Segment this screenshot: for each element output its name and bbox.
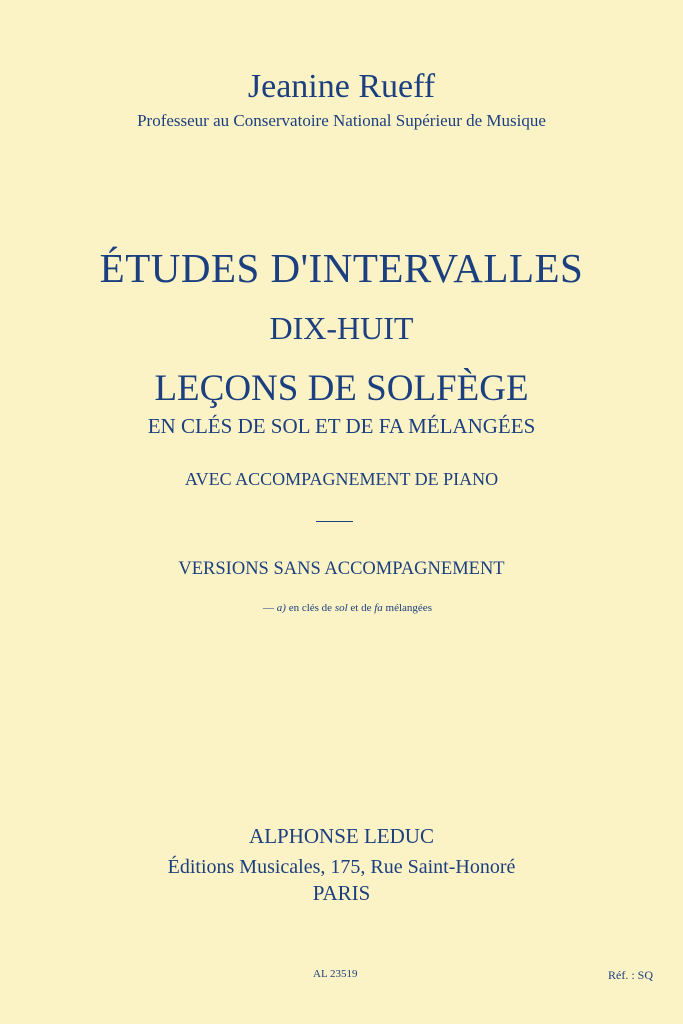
author-title: Professeur au Conservatoire National Supérieur de Musique bbox=[137, 111, 546, 130]
title-line-3: LEÇONS DE SOLFÈGE bbox=[154, 368, 529, 409]
version-item-text-3: mélangées bbox=[382, 602, 432, 614]
author-name: Jeanine Rueff bbox=[247, 68, 436, 105]
version-item-text-1: en clés de bbox=[285, 602, 335, 614]
title-line-1: ÉTUDES D'INTERVALLES bbox=[99, 245, 584, 291]
reference-code: Réf. : SQ bbox=[608, 968, 653, 982]
publisher-address: Éditions Musicales, 175, Rue Saint-Honoré bbox=[167, 856, 516, 878]
title-line-5: AVEC ACCOMPAGNEMENT DE PIANO bbox=[184, 469, 499, 489]
divider-rule bbox=[316, 521, 353, 522]
version-item-sol: sol bbox=[334, 602, 348, 614]
version-item-letter: a) bbox=[276, 602, 286, 614]
title-line-4: EN CLÉS DE SOL ET DE FA MÉLANGÉES bbox=[147, 414, 536, 438]
version-item bbox=[6, 603, 683, 614]
publisher-name: ALPHONSE LEDUC bbox=[249, 824, 434, 848]
version-item-dash: — bbox=[263, 602, 277, 614]
version-item-text-2: et de bbox=[347, 602, 375, 614]
publisher-city: PARIS bbox=[312, 881, 371, 905]
catalog-number: AL 23519 bbox=[313, 968, 358, 980]
version-item-fa: fa bbox=[374, 602, 383, 614]
versions-heading: VERSIONS SANS ACCOMPAGNEMENT bbox=[178, 559, 505, 579]
title-line-2: DIX-HUIT bbox=[269, 310, 414, 346]
